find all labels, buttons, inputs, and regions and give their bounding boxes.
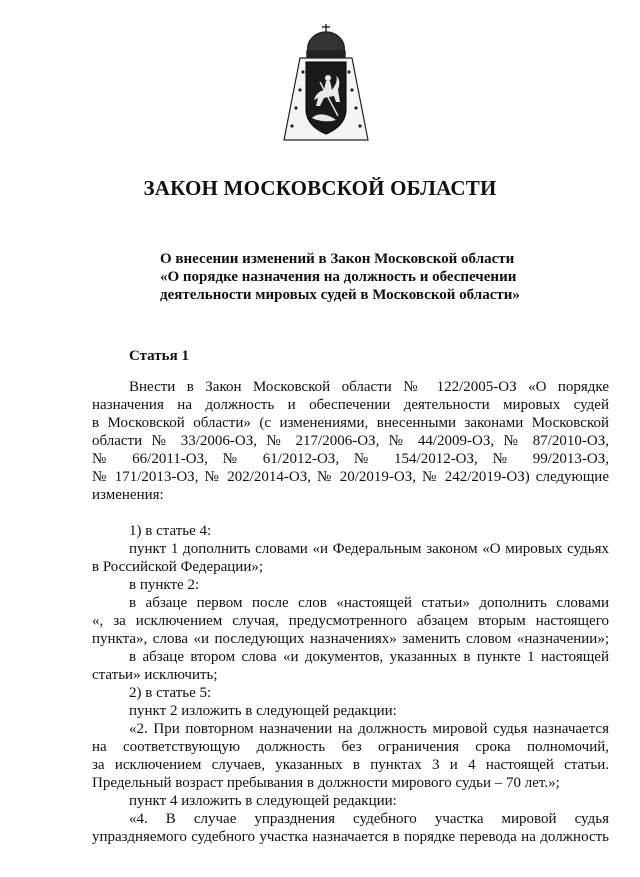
document-subtitle bbox=[160, 250, 540, 304]
text-line: статьи» исключить; bbox=[92, 667, 218, 683]
article-body bbox=[92, 378, 609, 846]
text-line: в пункте 2: bbox=[129, 577, 200, 593]
text-line: № 171/2013-ОЗ, № 202/2014-ОЗ, № 20/2019-ОЗ, № 242/2019-ОЗ) следующие bbox=[92, 469, 609, 485]
article-heading: Статья 1 bbox=[129, 348, 189, 364]
paragraph-gap bbox=[92, 504, 609, 522]
text-line: «4. В случае упразднения судебного участка мировой судья bbox=[129, 811, 609, 827]
text-line: 2) в статье 5: bbox=[129, 685, 212, 701]
text-line: в абзаце первом после слов «настоящей статьи» дополнить словами bbox=[129, 595, 609, 611]
text-line: в Московской области» (с изменениями, внесенными законами Московской bbox=[92, 415, 609, 431]
text-line: № 66/2011-ОЗ, № 61/2012-ОЗ, № 154/2012-ОЗ, № 99/2013-ОЗ, bbox=[92, 451, 609, 467]
text-line: «, за исключением случая, предусмотренного абзацем вторым настоящего bbox=[92, 613, 609, 629]
text-line: Предельный возраст пребывания в должности мирового судьи – 70 лет.»; bbox=[92, 775, 560, 791]
subtitle-line: деятельности мировых судей в Московской области» bbox=[160, 287, 520, 303]
text-line: «2. При повторном назначении на должность мировой судья назначается bbox=[129, 721, 609, 737]
text-line: пункт 4 изложить в следующей редакции: bbox=[129, 793, 397, 809]
text-line: за исключением случаев, указанных в пунктах 3 и 4 настоящей статьи. bbox=[92, 757, 609, 773]
text-line: упраздняемого судебного участка назначается в порядке перевода на должность bbox=[92, 829, 609, 845]
text-line: в абзаце втором слова «и документов, указанных в пункте 1 настоящей bbox=[129, 649, 609, 665]
text-line: изменения: bbox=[92, 487, 164, 503]
text-line: пункт 1 дополнить словами «и Федеральным законом «О мировых судьях bbox=[129, 541, 609, 557]
document-title: ЗАКОН МОСКОВСКОЙ ОБЛАСТИ bbox=[143, 176, 497, 200]
text-line: Внести в Закон Московской области № 122/2005-ОЗ «О порядке bbox=[129, 379, 609, 395]
text-line: в Российской Федерации»; bbox=[92, 559, 264, 575]
text-line: 1) в статье 4: bbox=[129, 523, 212, 539]
moscow-region-coat-of-arms-icon bbox=[280, 22, 372, 146]
subtitle-line: «О порядке назначения на должность и обеспечении bbox=[160, 269, 517, 285]
text-line: на соответствующую должность без ограничения срока полномочий, bbox=[92, 739, 609, 755]
subtitle-line: О внесении изменений в Закон Московской области bbox=[160, 251, 515, 267]
text-line: пункта», слова «и последующих назначениях» заменить словом «назначении»; bbox=[92, 631, 609, 647]
text-line: области № 33/2006-ОЗ, № 217/2006-ОЗ, № 44/2009-ОЗ, № 87/2010-ОЗ, bbox=[92, 433, 609, 449]
text-line: назначения на должность и обеспечении деятельности мировых судей bbox=[92, 397, 609, 413]
text-line: пункт 2 изложить в следующей редакции: bbox=[129, 703, 397, 719]
